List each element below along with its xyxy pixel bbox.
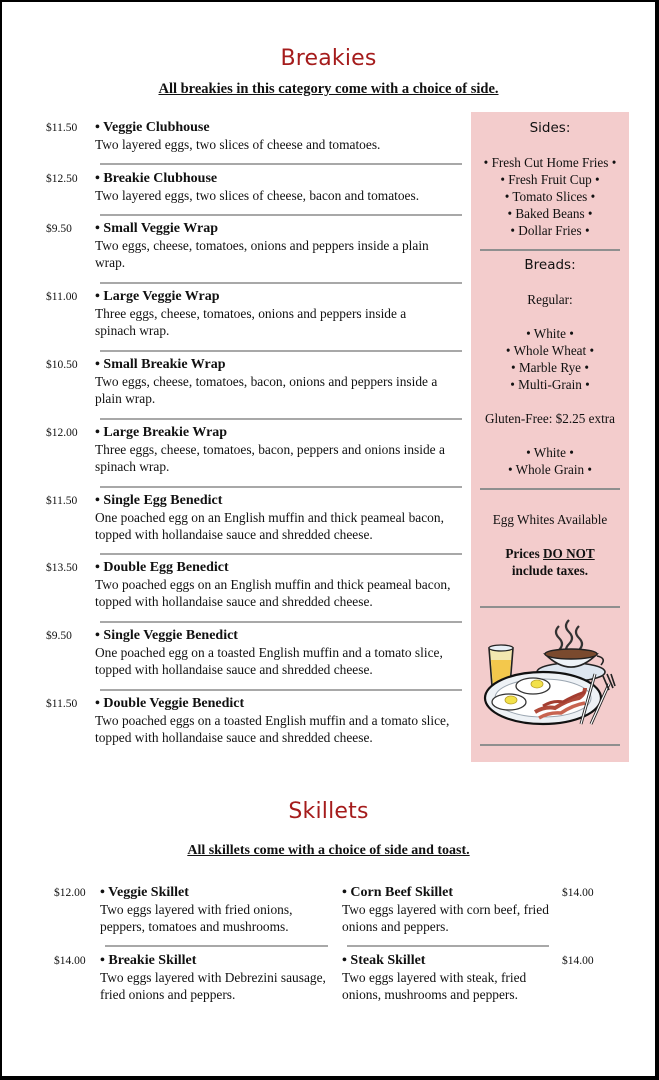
item-description: Two eggs layered with corn beef, fried onions and peppers. (342, 902, 549, 934)
item-description: One poached egg on an English muffin and thick peameal bacon, topped with hollandaise sauce and shredded cheese. (95, 510, 444, 542)
bread-option: • White • (526, 326, 574, 341)
item-name: • Small Veggie Wrap (95, 221, 219, 236)
tax-note (471, 545, 629, 579)
item-name: • Breakie Skillet (100, 953, 197, 968)
gluten-free-label: Gluten-Free: $2.25 extra (484, 411, 615, 426)
tax-note-emphasis: DO NOT (543, 546, 595, 561)
item-description: Two eggs, cheese, tomatoes, onions and peppers inside a plain wrap. (95, 238, 429, 270)
item-price: $10.50 (46, 359, 78, 371)
item-divider (100, 621, 462, 623)
item-price: $14.00 (54, 955, 86, 967)
item-price: $11.50 (46, 698, 78, 710)
item-description: Three eggs, cheese, tomatoes, bacon, peppers and onions inside a spinach wrap. (95, 442, 445, 474)
item-divider (100, 689, 462, 691)
item-price: $11.50 (46, 122, 78, 134)
item-description: Two eggs, cheese, tomatoes, bacon, onions and peppers inside a plain wrap. (95, 374, 438, 406)
item-name: • Large Veggie Wrap (95, 289, 220, 304)
bread-option: • Marble Rye • (511, 360, 589, 375)
item-price: $14.00 (562, 887, 594, 899)
sides-breads-sidebar (471, 112, 629, 762)
side-option: • Dollar Fries • (510, 223, 590, 238)
sides-list (471, 154, 629, 239)
item-name: • Double Veggie Benedict (95, 696, 245, 711)
item-divider (347, 945, 549, 947)
item-divider (100, 163, 462, 165)
bread-option: • Whole Grain • (507, 462, 593, 477)
tax-note-prefix: Prices (505, 546, 544, 561)
item-name: • Veggie Clubhouse (95, 120, 210, 135)
item-divider (100, 282, 462, 284)
item-name: • Single Veggie Benedict (95, 628, 238, 643)
sidebar-divider (480, 488, 620, 490)
regular-breads-label: Regular: (527, 292, 573, 307)
item-price: $14.00 (562, 955, 594, 967)
breakies-note: All breakies in this category come with a choice of side. (158, 81, 499, 97)
item-description: Two eggs layered with fried onions, peppers, tomatoes and mushrooms. (100, 902, 293, 934)
item-description: Two layered eggs, two slices of cheese and tomatoes. (95, 137, 381, 152)
bread-option: • Whole Wheat • (505, 343, 595, 358)
item-name: • Double Egg Benedict (95, 560, 229, 575)
item-description: Two layered eggs, two slices of cheese, bacon and tomatoes. (95, 188, 420, 203)
item-price: $11.50 (46, 495, 78, 507)
item-price: $11.00 (46, 291, 78, 303)
item-price: $9.50 (46, 223, 72, 235)
item-name: • Veggie Skillet (100, 885, 189, 900)
sidebar-divider (480, 744, 620, 746)
bread-option: • Multi-Grain • (510, 377, 590, 392)
item-name: • Breakie Clubhouse (95, 171, 218, 186)
item-price: $13.50 (46, 562, 78, 574)
item-divider (100, 486, 462, 488)
item-description: Two eggs layered with Debrezini sausage, fried onions and peppers. (100, 970, 326, 1002)
sidebar-divider (480, 606, 620, 608)
breads-heading: Breads: (524, 257, 576, 273)
item-description: One poached egg on a toasted English muffin and a tomato slice, topped with hollandaise sauce and shredded cheese. (95, 645, 443, 677)
tax-note-suffix: include taxes. (511, 563, 589, 578)
item-divider (105, 945, 328, 947)
skillets-note: All skillets come with a choice of side and toast. (187, 843, 470, 858)
side-option: • Tomato Slices • (504, 189, 596, 204)
item-price: $12.00 (46, 427, 78, 439)
item-price: $12.00 (54, 887, 86, 899)
item-divider (100, 214, 462, 216)
item-description: Two eggs layered with steak, fried onions, mushrooms and peppers. (342, 970, 527, 1002)
egg-whites-note: Egg Whites Available (492, 512, 608, 527)
item-price: $9.50 (46, 630, 72, 642)
side-option: • Baked Beans • (507, 206, 593, 221)
breakies-title: Breakies (280, 46, 377, 71)
gluten-free-breads-list (471, 444, 629, 478)
item-name: • Corn Beef Skillet (342, 885, 454, 900)
sides-heading: Sides: (529, 120, 571, 136)
item-description: Two poached eggs on an English muffin and thick peameal bacon, topped with hollandaise sauce and shredded cheese. (95, 577, 451, 609)
regular-breads-list (471, 325, 629, 393)
item-name: • Small Breakie Wrap (95, 357, 226, 372)
item-divider (100, 418, 462, 420)
item-name: • Large Breakie Wrap (95, 425, 228, 440)
breakfast-plate-icon (483, 614, 619, 734)
side-option: • Fresh Fruit Cup • (500, 172, 600, 187)
item-name: • Steak Skillet (342, 953, 426, 968)
skillets-title: Skillets (288, 799, 369, 824)
side-option: • Fresh Cut Home Fries • (483, 155, 617, 170)
item-description: Three eggs, cheese, tomatoes, onions and peppers inside a spinach wrap. (95, 306, 407, 338)
item-name: • Single Egg Benedict (95, 493, 223, 508)
item-divider (100, 553, 462, 555)
bread-option: • White • (526, 445, 574, 460)
item-divider (100, 350, 462, 352)
item-price: $12.50 (46, 173, 78, 185)
item-description: Two poached eggs on a toasted English muffin and a tomato slice, topped with hollandaise sauce and shredded cheese. (95, 713, 450, 745)
sidebar-divider (480, 249, 620, 251)
